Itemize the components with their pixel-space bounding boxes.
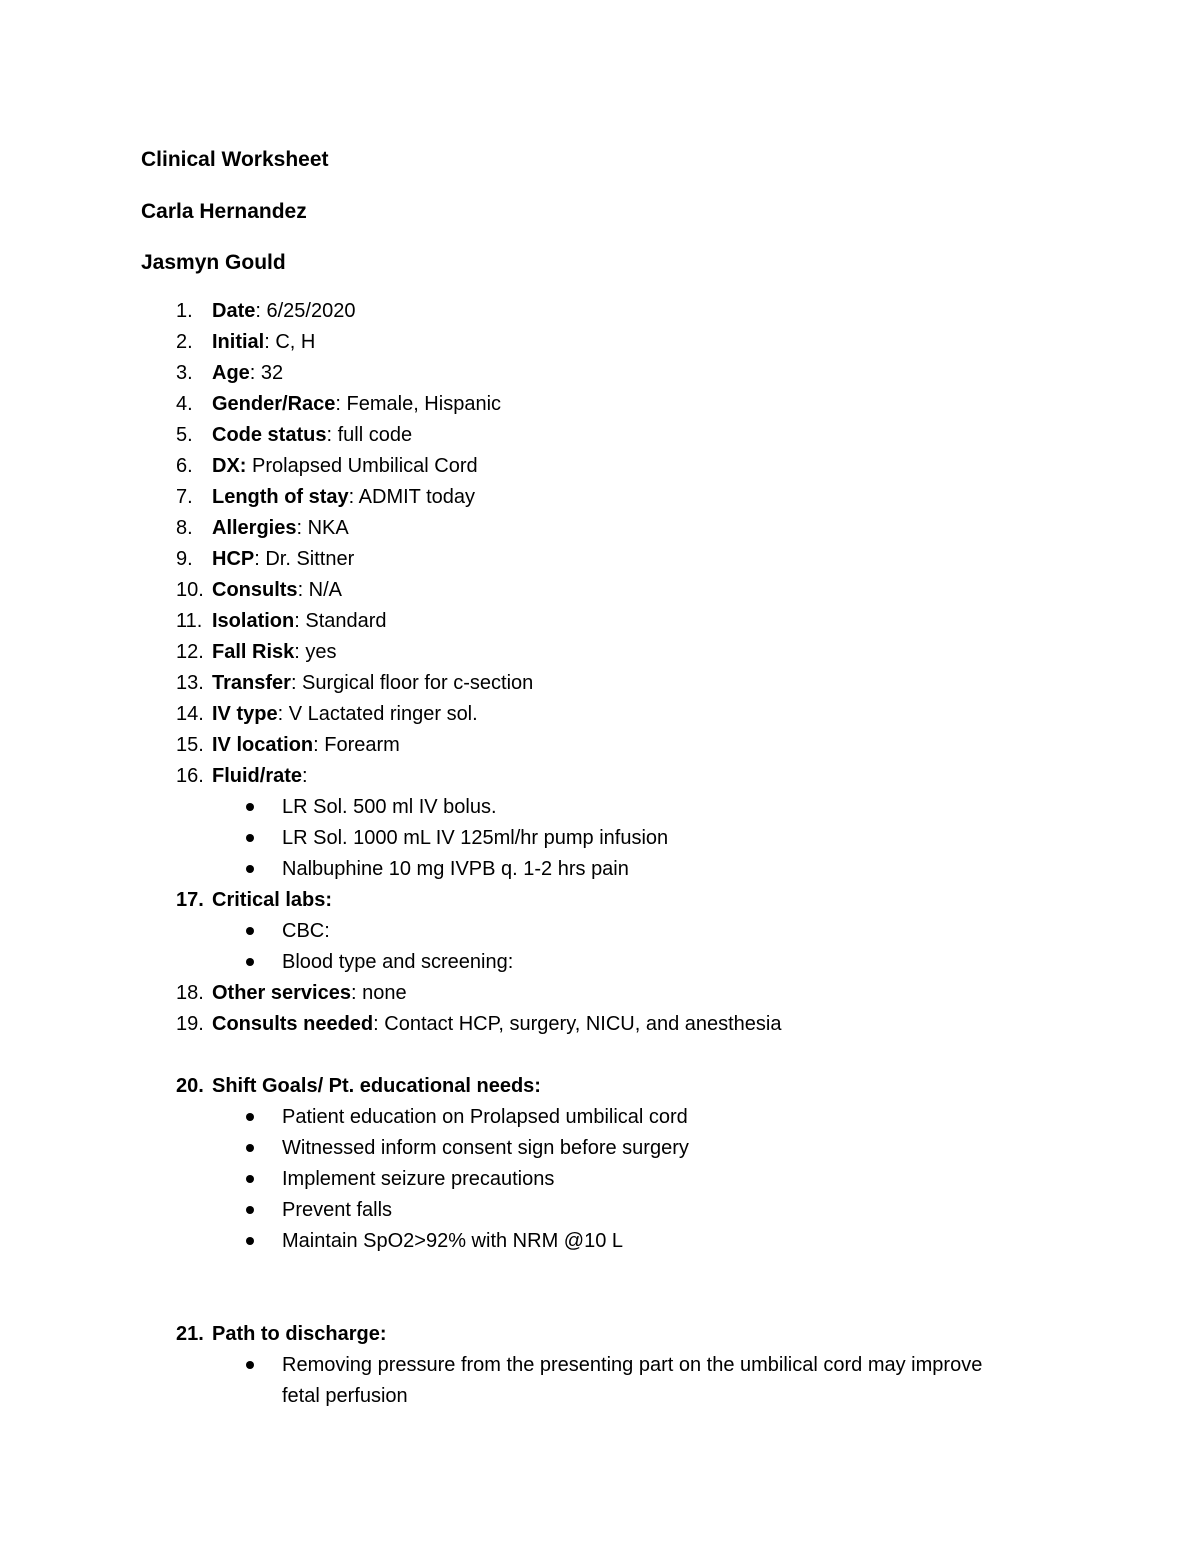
bullet-icon: [246, 1175, 254, 1183]
item-label: Consults needed: [212, 1013, 374, 1035]
bullet-text: Witnessed inform consent sign before surgery: [282, 1137, 689, 1159]
item-label: Date: [212, 300, 256, 322]
bullet-icon: [246, 803, 254, 811]
bullet-icon: [246, 958, 254, 966]
item-label: Critical labs:: [212, 889, 333, 911]
item-label: Allergies: [212, 517, 297, 539]
item-value: : V Lactated ringer sol.: [277, 703, 478, 725]
partner-name: Jasmyn Gould: [141, 251, 286, 274]
item-number: 8.: [176, 517, 193, 539]
item-value: : ADMIT today: [348, 486, 476, 508]
item-label: IV type: [212, 703, 278, 725]
bullet-icon: [246, 927, 254, 935]
item-number: 7.: [176, 486, 193, 508]
item-number: 15.: [176, 734, 204, 756]
bullet-icon: [246, 1206, 254, 1214]
bullet-text: Prevent falls: [282, 1199, 393, 1221]
student-name: Carla Hernandez: [141, 200, 307, 223]
bullet-icon: [246, 1237, 254, 1245]
bullet-icon: [246, 865, 254, 873]
item-label: Transfer: [212, 672, 291, 694]
item-number: 13.: [176, 672, 204, 694]
item-label: Other services: [212, 982, 351, 1004]
item-value: : C, H: [264, 331, 316, 353]
item-label: Shift Goals/ Pt. educational needs:: [212, 1075, 541, 1097]
bullet-text: Maintain SpO2>92% with NRM @10 L: [282, 1230, 624, 1252]
item-label: Length of stay: [212, 486, 349, 508]
item-label: Consults: [212, 579, 298, 601]
bullet-text: Blood type and screening:: [282, 951, 514, 973]
item-label: Code status: [212, 424, 327, 446]
bullet-text: Nalbuphine 10 mg IVPB q. 1-2 hrs pain: [282, 858, 629, 880]
item-number: 12.: [176, 641, 204, 663]
item-label: Path to discharge:: [212, 1323, 387, 1345]
item-number: 11.: [176, 610, 203, 632]
item-number: 5.: [176, 424, 193, 446]
item-value: : NKA: [296, 517, 349, 539]
item-value: : Dr. Sittner: [254, 548, 355, 570]
item-number: 16.: [176, 765, 204, 787]
bullet-text: CBC:: [282, 920, 330, 942]
item-number: 6.: [176, 455, 193, 477]
item-number: 4.: [176, 393, 193, 415]
bullet-icon: [246, 1361, 254, 1369]
item-label: Gender/Race: [212, 393, 336, 415]
item-number: 3.: [176, 362, 193, 384]
item-value: :: [302, 765, 308, 787]
item-number: 18.: [176, 982, 204, 1004]
item-label: Age: [212, 362, 250, 384]
item-value: : none: [350, 982, 407, 1004]
item-number: 21.: [176, 1323, 204, 1345]
item-number: 19.: [176, 1013, 204, 1035]
item-value: Prolapsed Umbilical Cord: [246, 455, 478, 477]
item-label: DX:: [212, 455, 247, 477]
item-label: IV location: [212, 734, 314, 756]
bullet-text: Implement seizure precautions: [282, 1168, 555, 1190]
item-number: 10.: [176, 579, 204, 601]
item-value: : full code: [326, 424, 413, 446]
item-value: : Contact HCP, surgery, NICU, and anesthesia: [373, 1013, 782, 1035]
item-number: 14.: [176, 703, 204, 725]
bullet-text: LR Sol. 1000 mL IV 125ml/hr pump infusion: [282, 827, 669, 849]
item-value: : yes: [294, 641, 337, 663]
item-label: HCP: [212, 548, 255, 570]
item-label: Fall Risk: [212, 641, 295, 663]
bullet-text-continued: fetal perfusion: [282, 1385, 408, 1407]
bullet-text: LR Sol. 500 ml IV bolus.: [282, 796, 497, 818]
item-number: 2.: [176, 331, 193, 353]
item-value: : 32: [249, 362, 284, 384]
item-value: : 6/25/2020: [255, 300, 356, 322]
item-label: Fluid/rate: [212, 765, 303, 787]
item-number: 1.: [176, 300, 193, 322]
bullet-text: Removing pressure from the presenting part on the umbilical cord may improve: [282, 1354, 983, 1376]
bullet-icon: [246, 834, 254, 842]
item-value: : Surgical floor for c-section: [290, 672, 534, 694]
item-number: 17.: [176, 889, 204, 911]
item-value: : Standard: [294, 610, 387, 632]
item-number: 20.: [176, 1075, 204, 1097]
item-number: 9.: [176, 548, 193, 570]
item-value: : Female, Hispanic: [335, 393, 502, 415]
item-label: Initial: [212, 331, 265, 353]
item-label: Isolation: [212, 610, 295, 632]
item-value: : Forearm: [313, 734, 400, 756]
bullet-icon: [246, 1113, 254, 1121]
item-value: : N/A: [297, 579, 343, 601]
bullet-text: Patient education on Prolapsed umbilical cord: [282, 1106, 688, 1128]
bullet-icon: [246, 1144, 254, 1152]
document-title: Clinical Worksheet: [141, 148, 329, 171]
